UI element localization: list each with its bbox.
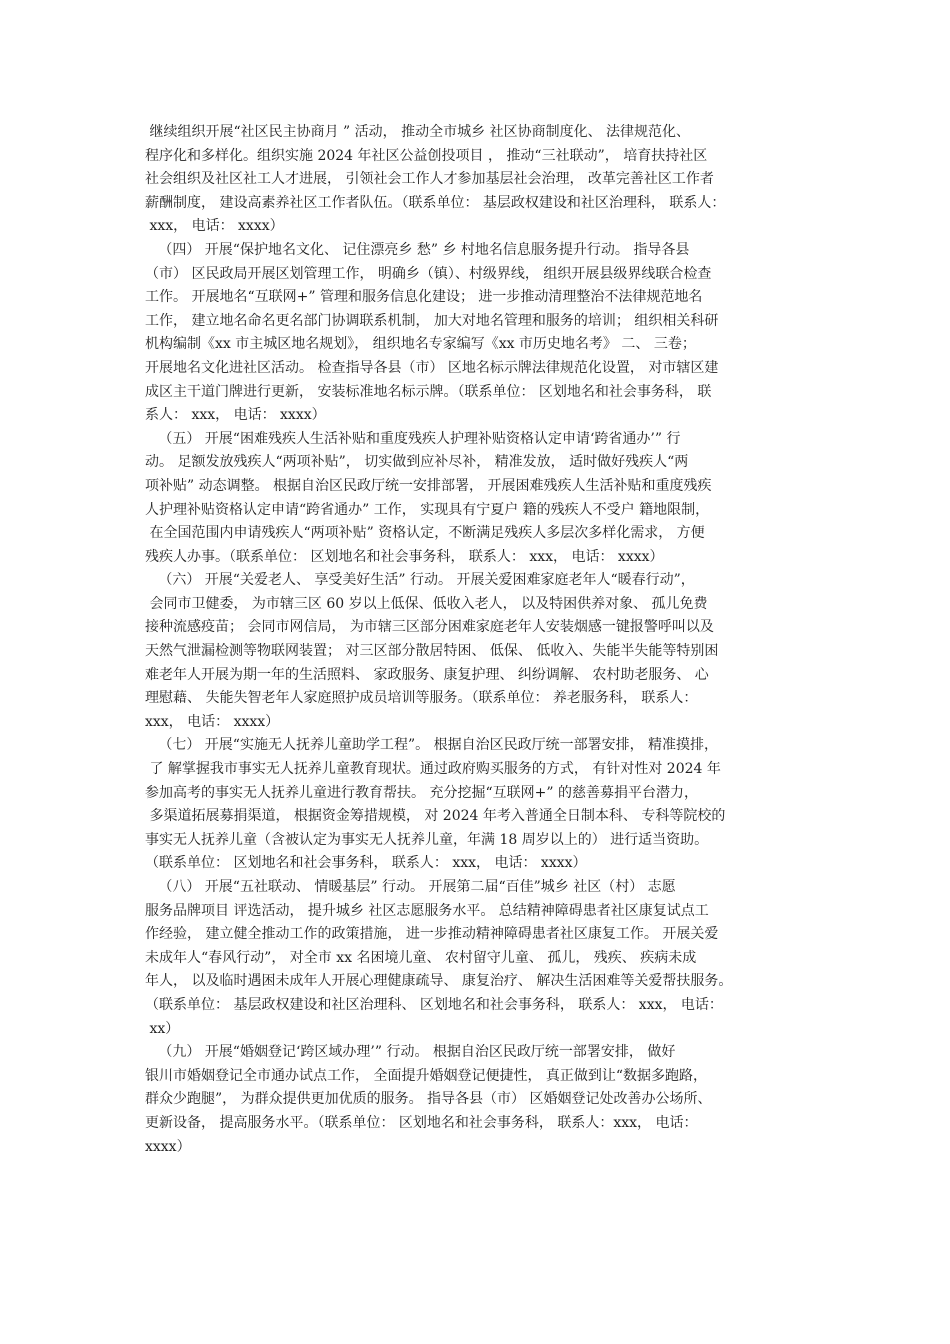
document-body bbox=[145, 121, 815, 1159]
text-line: 未成年人“春风行动”， 对全市 xx 名困境儿童、 农村留守儿童、 孤儿， 残疾、 疾病未成 bbox=[145, 949, 697, 966]
text-line: （四） 开展“保护地名文化、 记住漂亮乡 愁” 乡 村地名信息服务提升行动。 指导各县 bbox=[145, 241, 690, 258]
text-line: （九） 开展“婚姻登记‘跨区域办理’” 行动。 根据自治区民政厅统一部署安排， 做好 bbox=[145, 1044, 676, 1061]
text-line: xxx， 电话： xxxx） bbox=[145, 713, 280, 730]
text-line: （五） 开展“困难残疾人生活补贴和重度残疾人护理补贴资格认定申请‘跨省通办’” 行 bbox=[145, 430, 681, 447]
text-line: xxxx） bbox=[145, 1138, 191, 1155]
text-line: 服务品牌项目 评选活动， 提升城乡 社区志愿服务水平。 总结精神障碍患者社区康复试点工 bbox=[145, 902, 709, 919]
text-line: 天然气泄漏检测等物联网装置； 对三区部分散居特困、 低保、 低收入、失能半失能等特别困 bbox=[145, 643, 719, 660]
text-line: 社会组织及社区社工人才进展， 引领社会工作人才参加基层社会治理， 改革完善社区工作者 bbox=[145, 171, 714, 188]
text-line: 难老年人开展为期一年的生活照料、 家政服务、康复护理、 纠纷调解、 农村助老服务、 心 bbox=[145, 666, 709, 683]
text-line: 更新设备， 提高服务水平。（联系单位： 区划地名和社会事务科， 联系人：xxx， 电话： bbox=[145, 1114, 698, 1131]
text-line: 了 解掌握我市事实无人抚养儿童教育现状。通过政府购买服务的方式， 有针对性对 2024 年 bbox=[145, 761, 721, 778]
text-line: 群众少跑腿”， 为群众提供更加优质的服务。 指导各县（市） 区婚姻登记处改善办公场所、 bbox=[145, 1091, 712, 1108]
text-line: 会同市卫健委， 为市辖三区 60 岁以上低保、低收入老人， 以及特困供养对象、 孤儿免费 bbox=[145, 595, 708, 612]
text-line: xx） bbox=[145, 1020, 180, 1037]
text-line: 继续组织开展“社区民主协商月 ” 活动， 推动全市城乡 社区协商制度化、 法律规范化、 bbox=[145, 124, 691, 140]
text-line: （联系单位： 基层政权建设和社区治理科、 区划地名和社会事务科， 联系人： xxx， 电话： bbox=[145, 996, 723, 1013]
text-line: 成区主干道门牌进行更新， 安装标准地名标示牌。（联系单位： 区划地名和社会事务科， 联 bbox=[145, 383, 712, 400]
text-line: 动。 足额发放残疾人“两项补贴”， 切实做到应补尽补， 精准发放， 适时做好残疾人“两 bbox=[145, 454, 689, 471]
text-line: （市） 区民政局开展区划管理工作， 明确乡（镇）、村级界线， 组织开展县级界线联合检查 bbox=[145, 265, 712, 282]
text-line: （七） 开展“实施无人抚养儿童助学工程”。 根据自治区民政厅统一部署安排， 精准摸排， bbox=[145, 737, 719, 754]
text-line: （联系单位： 区划地名和社会事务科， 联系人： xxx， 电话： xxxx） bbox=[145, 855, 587, 872]
text-line: 事实无人抚养儿童（含被认定为事实无人抚养儿童，年满 18 周岁以上的） 进行适当资助。 bbox=[145, 831, 709, 848]
text-line: 开展地名文化进社区活动。 检查指导各县（市） 区地名标示牌法律规范化设置， 对市辖区建 bbox=[145, 359, 719, 376]
text-line: 参加高考的事实无人抚养儿童进行教育帮扶。 充分挖掘“互联网+” 的慈善募捐平台潜力， bbox=[145, 784, 698, 801]
text-line: xxx， 电话： xxxx） bbox=[145, 218, 284, 235]
text-line: 理慰藉、 失能失智老年人家庭照护成员培训等服务。（联系单位： 养老服务科， 联系人： bbox=[145, 690, 698, 707]
text-line: 薪酬制度， 建设高素养社区工作者队伍。（联系单位： 基层政权建设和社区治理科， 联系人： bbox=[145, 194, 726, 211]
text-line: 多渠道拓展募捐渠道， 根据资金筹措规模， 对 2024 年考入普通全日制本科、 专科等院校的 bbox=[145, 808, 726, 825]
text-line: 银川市婚姻登记全市通办试点工作， 全面提升婚姻登记便捷性， 真正做到让“数据多跑路， bbox=[145, 1067, 708, 1084]
text-line: 残疾人办事。（联系单位： 区划地名和社会事务科， 联系人： xxx， 电话： xxxx） bbox=[145, 548, 664, 565]
text-line: 项补贴” 动态调整。 根据自治区民政厅统一安排部署， 开展困难残疾人生活补贴和重度残疾 bbox=[145, 477, 712, 494]
text-line: （六） 开展“关爱老人、 享受美好生活” 行动。 开展关爱困难家庭老年人“暖春行动”， bbox=[145, 572, 695, 589]
text-line: 在全国范围内申请残疾人“两项补贴” 资格认定，不断满足残疾人多层次多样化需求， 方便 bbox=[145, 525, 705, 542]
text-line: 机构编制《xx 市主城区地名规划》， 组织地名专家编写《xx 市历史地名考》 二、 三卷； bbox=[145, 336, 696, 353]
text-line: 作经验， 建立健全推动工作的政策措施， 进一步推动精神障碍患者社区康复工作。 开展关爱 bbox=[145, 926, 719, 943]
text-line: （八） 开展“五社联动、 情暖基层” 行动。 开展第二届“百佳”城乡 社区（村） 志愿 bbox=[145, 879, 676, 895]
text-line: 接种流感疫苗； 会同市网信局， 为市辖三区部分困难家庭老年人安装烟感一键报警呼叫以及 bbox=[145, 619, 714, 636]
text-line: 工作， 建立地名命名更名部门协调联系机制， 加大对地名管理和服务的培训； 组织相关科研 bbox=[145, 312, 719, 329]
text-line: 程序化和多样化。组织实施 2024 年社区公益创投项目 ， 推动“三社联动”， 培育扶持社区 bbox=[145, 147, 708, 164]
text-line: 人护理补贴资格认定申请“跨省通办” 工作， 实现具有宁夏户 籍的残疾人不受户 籍地限制， bbox=[145, 501, 710, 518]
text-line: 系人： xxx， 电话： xxxx） bbox=[145, 407, 326, 424]
text-line: 年人， 以及临时遇困未成年人开展心理健康疏导、 康复治疗、 解决生活困难等关爱帮扶服务。 bbox=[145, 973, 733, 990]
text-line: 工作。 开展地名“互联网+” 管理和服务信息化建设； 进一步推动清理整治不法律规范地名 bbox=[145, 289, 703, 306]
